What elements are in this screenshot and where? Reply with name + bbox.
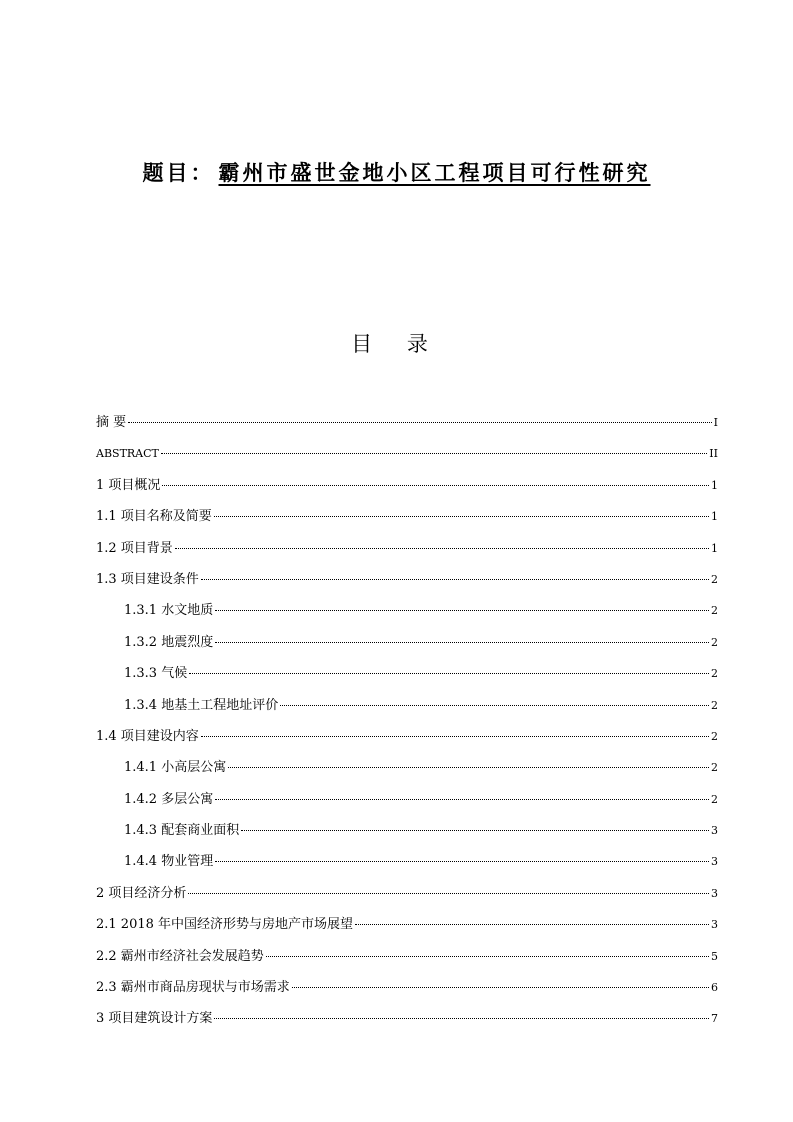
toc-entry-label: 1.4 项目建设内容 bbox=[96, 728, 199, 744]
toc-entry-label: 1.3.2 地震烈度 bbox=[124, 634, 214, 650]
toc-entry-label: 2 项目经济分析 bbox=[96, 885, 187, 901]
toc-entry-label: 1.4.3 配套商业面积 bbox=[124, 823, 240, 839]
toc-entry-page: 3 bbox=[711, 886, 718, 900]
toc-entry-label: 1.2 项目背景 bbox=[96, 540, 173, 556]
toc-entry[interactable] bbox=[96, 821, 718, 852]
toc-entry[interactable] bbox=[96, 884, 718, 915]
toc-entry-page: 3 bbox=[711, 918, 718, 932]
toc-leader-dots bbox=[228, 767, 709, 768]
toc-entry-page: 3 bbox=[711, 855, 718, 869]
toc-entry[interactable] bbox=[96, 664, 718, 695]
toc-leader-dots bbox=[215, 610, 709, 611]
toc-entry[interactable] bbox=[96, 539, 718, 570]
toc-entry-page: 2 bbox=[711, 729, 718, 743]
toc-entry[interactable] bbox=[96, 601, 718, 632]
toc-leader-dots bbox=[161, 453, 707, 454]
toc-entry[interactable] bbox=[96, 696, 718, 727]
toc-entry-label: ABSTRACT bbox=[96, 447, 159, 461]
toc-leader-dots bbox=[201, 579, 709, 580]
toc-entry[interactable] bbox=[96, 444, 718, 475]
toc-entry-page: 1 bbox=[711, 510, 718, 524]
toc-entry-page: 2 bbox=[711, 761, 718, 775]
toc-entry[interactable] bbox=[96, 947, 718, 978]
toc-leader-dots bbox=[215, 861, 709, 862]
toc-entry-page: 5 bbox=[711, 949, 718, 963]
toc-entry[interactable] bbox=[96, 852, 718, 883]
title-label: 题目： bbox=[142, 160, 215, 185]
toc-leader-dots bbox=[128, 422, 712, 423]
toc-entry[interactable] bbox=[96, 1009, 718, 1040]
toc-leader-dots bbox=[162, 485, 709, 486]
toc-entry[interactable] bbox=[96, 790, 718, 821]
toc-entry[interactable] bbox=[96, 413, 718, 444]
toc-entry-label: 1 项目概况 bbox=[96, 477, 161, 493]
toc-leader-dots bbox=[241, 830, 709, 831]
toc-entry-label: 1.3.4 地基土工程地址评价 bbox=[124, 697, 279, 713]
toc-leader-dots bbox=[280, 705, 709, 706]
toc-entry-label: 1.4.1 小高层公寓 bbox=[124, 760, 227, 776]
toc-entry-label: 3 项目建筑设计方案 bbox=[96, 1011, 213, 1027]
toc-entry-page: 7 bbox=[711, 1012, 718, 1026]
toc-entry-label: 1.1 项目名称及简要 bbox=[96, 509, 212, 525]
toc-entry-label: 1.4.4 物业管理 bbox=[124, 854, 214, 870]
table-of-contents bbox=[96, 413, 718, 1041]
toc-leader-dots bbox=[201, 736, 709, 737]
toc-leader-dots bbox=[215, 799, 709, 800]
toc-entry-label: 摘 要 bbox=[96, 415, 127, 430]
toc-entry-page: 2 bbox=[711, 572, 718, 586]
toc-leader-dots bbox=[175, 548, 709, 549]
toc-entry[interactable] bbox=[96, 727, 718, 758]
toc-entry-page: I bbox=[713, 416, 718, 429]
toc-entry[interactable] bbox=[96, 758, 718, 789]
toc-entry[interactable] bbox=[96, 978, 718, 1009]
toc-entry-page: 2 bbox=[711, 635, 718, 649]
toc-leader-dots bbox=[355, 924, 709, 925]
document-title bbox=[143, 160, 651, 186]
toc-entry-page: 2 bbox=[711, 667, 718, 681]
toc-leader-dots bbox=[215, 642, 709, 643]
toc-entry-page: 2 bbox=[711, 792, 718, 806]
toc-entry-label: 1.4.2 多层公寓 bbox=[124, 791, 214, 807]
toc-entry-label: 2.3 霸州市商品房现状与市场需求 bbox=[96, 980, 290, 996]
toc-leader-dots bbox=[189, 673, 709, 674]
toc-entry-page: 3 bbox=[711, 824, 718, 838]
toc-entry-page: 2 bbox=[711, 604, 718, 618]
toc-entry[interactable] bbox=[96, 633, 718, 664]
toc-entry[interactable] bbox=[96, 476, 718, 507]
toc-entry-page: 6 bbox=[711, 981, 718, 995]
toc-leader-dots bbox=[214, 1018, 709, 1019]
document-title-block bbox=[0, 160, 793, 186]
toc-entry-page: II bbox=[709, 447, 718, 461]
toc-entry-label: 2.2 霸州市经济社会发展趋势 bbox=[96, 948, 264, 964]
toc-entry-label: 1.3 项目建设条件 bbox=[96, 571, 199, 587]
title-text: 霸州市盛世金地小区工程项目可行性研究 bbox=[218, 160, 651, 185]
toc-entry[interactable] bbox=[96, 570, 718, 601]
toc-entry-page: 1 bbox=[711, 541, 718, 555]
toc-entry[interactable] bbox=[96, 915, 718, 946]
toc-leader-dots bbox=[214, 516, 709, 517]
toc-entry[interactable] bbox=[96, 507, 718, 538]
toc-entry-label: 1.3.1 水文地质 bbox=[124, 603, 214, 619]
toc-leader-dots bbox=[292, 987, 709, 988]
toc-leader-dots bbox=[266, 956, 709, 957]
toc-entry-page: 2 bbox=[711, 698, 718, 712]
toc-entry-page: 1 bbox=[711, 478, 718, 492]
toc-entry-label: 1.3.3 气候 bbox=[124, 666, 188, 682]
toc-heading: 目 录 bbox=[351, 332, 442, 356]
toc-entry-label: 2.1 2018 年中国经济形势与房地产市场展望 bbox=[96, 917, 354, 933]
toc-leader-dots bbox=[188, 893, 709, 894]
